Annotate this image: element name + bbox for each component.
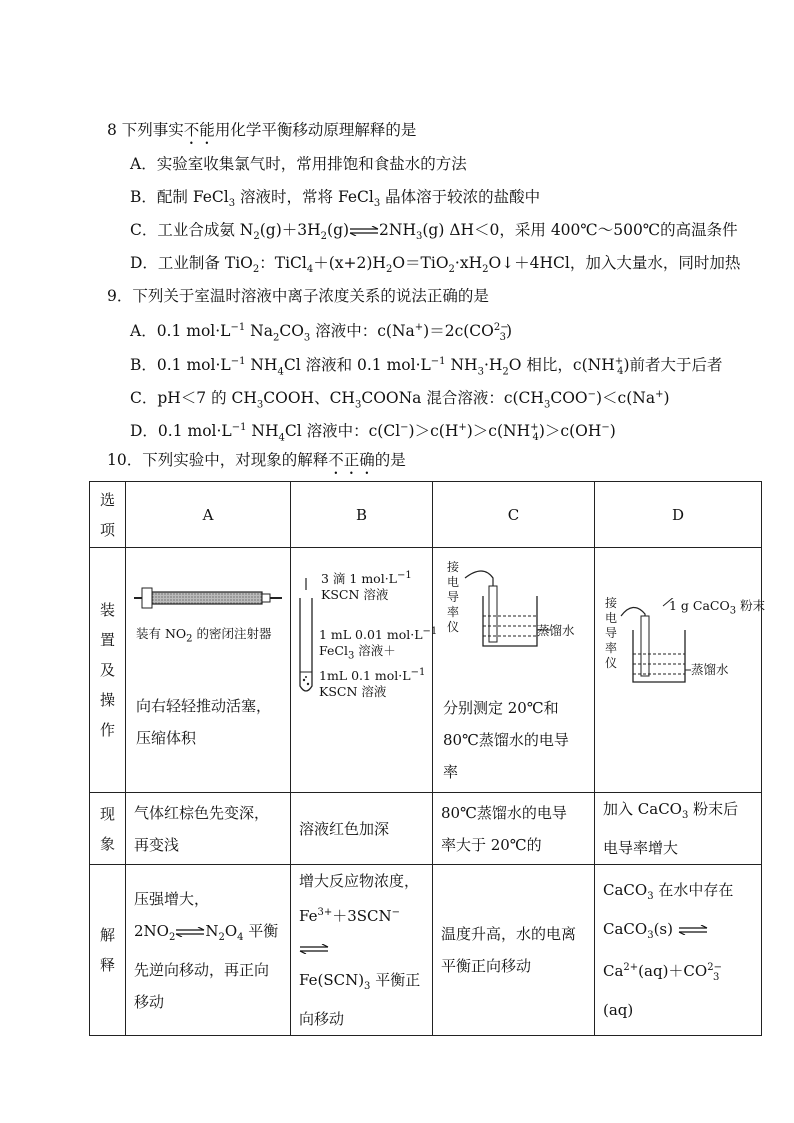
explanation-a: 压强增大， $2NO_2$ $N_2O_4$ 平衡 先逆向移动，再正向 移动: [126, 865, 291, 1036]
test-tube-icon: [295, 578, 317, 698]
conductivity-meter-label: 接电导率仪: [447, 560, 460, 634]
setup-label: 装 置 及 操 作: [90, 548, 126, 793]
header-c: C: [433, 482, 595, 548]
setup-b: [291, 548, 438, 793]
q10-stem: 10．下列实验中，对现象的解释不正确的是: [107, 451, 406, 469]
equilibrium-arrow-icon: [349, 226, 379, 236]
header-a: A: [126, 482, 291, 548]
distilled-water-label: 蒸馏水: [537, 623, 575, 638]
equilibrium-arrow-icon: [175, 927, 205, 937]
caco3-powder-label: 1 g CaCO$_3$ 粉末: [669, 598, 766, 617]
explanation-c: 温度升高，水的电离 平衡正向移动: [433, 865, 595, 1036]
q8-option-a: A．实验室收集氯气时，常用排饱和食盐水的方法: [130, 155, 467, 173]
setup-c: [433, 548, 595, 793]
q9-stem: 9．下列关于室温时溶液中离子浓度关系的说法正确的是: [107, 287, 489, 305]
kscn-drop-label: 3 滴 1 $mol\cdot L^{-1}$ KSCN 溶液: [321, 570, 412, 603]
header-label: 选 项: [90, 482, 126, 548]
table-header-row: [90, 482, 762, 548]
setup-c-operation: 分别测定 20℃和 80℃蒸馏水的电导 率: [443, 699, 569, 781]
equilibrium-arrow-icon: [678, 925, 708, 935]
syringe-caption: 装有 $NO_2$ 的密闭注射器: [136, 626, 272, 645]
phenomenon-a: 气体红棕色先变深， 再变浅: [126, 793, 291, 865]
phenomenon-label: 现 象: [90, 793, 126, 865]
fecl3-label: 1 mL 0.01 $mol\cdot L^{-1}$ FeCl$_3$ 溶液＋ 1mL 0.1 $mol\cdot L^{-1}$ KSCN 溶液: [319, 626, 438, 699]
setup-d: [595, 548, 766, 793]
phenomenon-c: 80℃蒸馏水的电导 率大于 20℃的: [433, 793, 595, 865]
explanation-d: CaCO$_3$ 在水中存在 CaCO$_3$(s) $Ca^{2+}(aq)+CO^{2-}_3$ (aq): [595, 865, 762, 1036]
q8-stem: 8 下列事实不能用化学平衡移动原理解释的是: [107, 121, 417, 139]
table-row-phenomenon: [90, 793, 762, 865]
q9-option-c: C．pH＜7 的 $CH_3COOH$、$CH_3COONa$ 混合溶液：$c(CH_3COO^-)<c(Na^+)$: [130, 389, 670, 411]
explanation-label: 解 释: [90, 865, 126, 1036]
q8-option-b: B．配制 FeCl$_3$ 溶液时，常将 FeCl$_3$ 晶体溶于较浓的盐酸中: [130, 188, 541, 210]
table-row-explanation: [90, 865, 762, 1036]
experiment-table: [89, 481, 766, 1036]
phenomenon-b: 溶液红色加深: [291, 793, 433, 865]
phenomenon-d: 加入 CaCO$_3$ 粉末后 电导率增大: [595, 793, 762, 865]
setup-a-operation: 向右轻轻推动活塞， 压缩体积: [136, 697, 272, 747]
conductivity-meter-label-d: 接电导率仪: [605, 596, 618, 670]
header-d: D: [595, 482, 762, 548]
q8-option-d: D．工业制备 TiO$_2$：$TiCl_4+(x+2)H_2O=TiO_2\cdot xH_2O↓+4HCl$，加入大量水，同时加热: [130, 254, 741, 276]
table-row-setup: [90, 548, 762, 793]
distilled-water-label-d: 蒸馏水: [691, 662, 729, 677]
q9-option-b: B．0.1 $mol\cdot L^{-1}$ $NH_4Cl$ 溶液和 0.1 $mol\cdot L^{-1}$ $NH_3\cdot H_2O$ 相比，$c(NH^+_4)$前者大于后者: [130, 356, 723, 378]
q8-option-c: C．工业合成氨 $N_2(g)+3H_2(g)$ $2NH_3(g)$ ΔH＜0，采用 400℃～500℃的高温条件: [130, 221, 738, 243]
setup-a: [126, 548, 291, 793]
q9-option-d: D．0.1 $mol\cdot L^{-1}$ $NH_4Cl$ 溶液中：$c(Cl^-)>c(H^+)>c(NH^+_4)>c(OH^-)$: [130, 422, 616, 444]
explanation-b: 增大反应物浓度， $Fe^{3+}+3SCN^-$ $Fe(SCN)_3$ 平衡正 向移动: [291, 865, 433, 1036]
q9-option-a: A．0.1 $mol\cdot L^{-1}$ $Na_2CO_3$ 溶液中：$c(Na^+)=2c(CO^{2-}_3)$: [130, 322, 513, 344]
syringe-icon: [134, 578, 284, 618]
equilibrium-arrow-icon: [299, 944, 329, 954]
header-b: B: [291, 482, 433, 548]
